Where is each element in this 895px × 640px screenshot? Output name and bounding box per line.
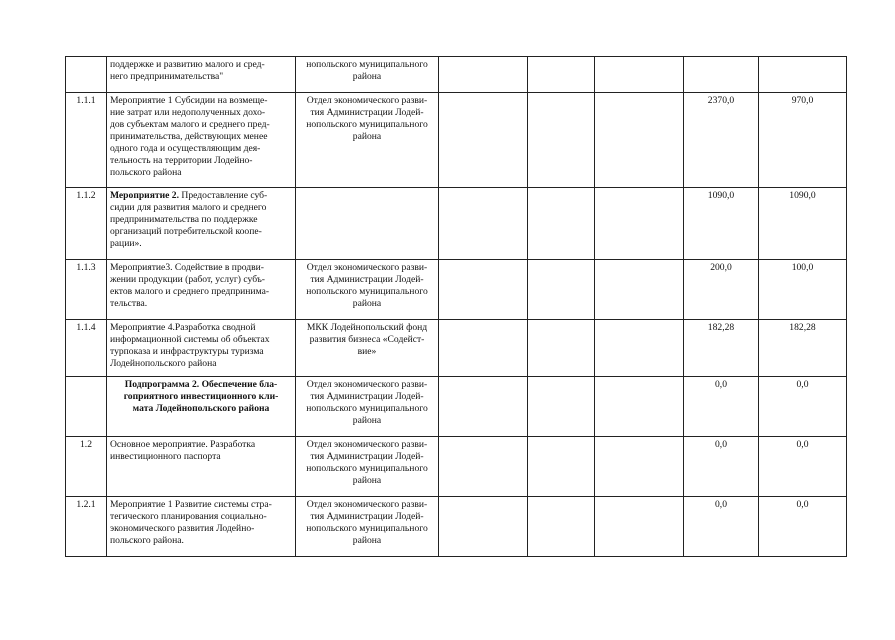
empty-cell bbox=[439, 437, 528, 497]
empty-cell bbox=[528, 188, 595, 260]
empty-cell bbox=[439, 320, 528, 377]
empty-cell bbox=[439, 188, 528, 260]
empty-cell bbox=[439, 93, 528, 188]
measure-name: Мероприятие 1 Развитие системы стра- тегического планирования социально- экономического развития Лодейно- польского района. bbox=[107, 497, 296, 557]
measure-name: Мероприятие 4.Разработка сводной информационной системы об объектах турпоказа и инфраструктуры туризма Лодейнопольского района bbox=[107, 320, 296, 377]
value-cell bbox=[684, 57, 759, 93]
empty-cell bbox=[595, 377, 684, 437]
measure-name: поддержке и развитию малого и сред- него предпринимательства" bbox=[107, 57, 296, 93]
executor: Отдел экономического разви- тия Администрации Лодей- нопольского муниципального района bbox=[296, 93, 439, 188]
table-row bbox=[66, 57, 847, 93]
table-row bbox=[66, 320, 847, 377]
value-cell: 0,0 bbox=[759, 437, 847, 497]
measure-name-bold: Мероприятие 2. bbox=[110, 190, 179, 201]
value-cell: 100,0 bbox=[759, 260, 847, 320]
empty-cell bbox=[595, 260, 684, 320]
value-cell: 182,28 bbox=[759, 320, 847, 377]
value-cell bbox=[759, 57, 847, 93]
row-number: 1.1.4 bbox=[66, 320, 107, 377]
empty-cell bbox=[528, 57, 595, 93]
executor: Отдел экономического разви- тия Администрации Лодей- нопольского муниципального района bbox=[296, 377, 439, 437]
value-cell: 0,0 bbox=[684, 377, 759, 437]
table-row bbox=[66, 188, 847, 260]
value-cell: 2370,0 bbox=[684, 93, 759, 188]
executor: нопольского муниципального района bbox=[296, 57, 439, 93]
value-cell: 0,0 bbox=[759, 377, 847, 437]
value-cell: 0,0 bbox=[684, 437, 759, 497]
executor bbox=[296, 188, 439, 260]
empty-cell bbox=[528, 497, 595, 557]
empty-cell bbox=[439, 57, 528, 93]
empty-cell bbox=[528, 260, 595, 320]
table-row bbox=[66, 260, 847, 320]
subprogram-title bbox=[107, 377, 296, 437]
table-row bbox=[66, 437, 847, 497]
table-row bbox=[66, 497, 847, 557]
executor: Отдел экономического разви- тия Администрации Лодей- нопольского муниципального района bbox=[296, 497, 439, 557]
empty-cell bbox=[595, 437, 684, 497]
empty-cell bbox=[528, 437, 595, 497]
row-number: 1.1.1 bbox=[66, 93, 107, 188]
row-number bbox=[66, 57, 107, 93]
subprogram-title-text: Подпрограмма 2. Обеспечение бла- гоприятного инвестиционного кли- мата Лодейнопольского района bbox=[123, 379, 279, 414]
executor: Отдел экономического разви- тия Администрации Лодей- нопольского муниципального района bbox=[296, 437, 439, 497]
empty-cell bbox=[528, 93, 595, 188]
value-cell: 200,0 bbox=[684, 260, 759, 320]
row-number: 1.2 bbox=[66, 437, 107, 497]
row-number: 1.1.3 bbox=[66, 260, 107, 320]
row-number bbox=[66, 377, 107, 437]
value-cell: 1090,0 bbox=[759, 188, 847, 260]
empty-cell bbox=[439, 260, 528, 320]
measure-name-rest: Предоставление суб- сидии для развития малого и среднего предпринимательства по поддержке организаций потребительской коопе- рации». bbox=[110, 190, 268, 249]
measure-name: Мероприятие3. Содействие в продви- жении продукции (работ, услуг) субъ- ектов малого и среднего предпринима- тельства. bbox=[107, 260, 296, 320]
empty-cell bbox=[528, 377, 595, 437]
executor: Отдел экономического разви- тия Администрации Лодей- нопольского муниципального района bbox=[296, 260, 439, 320]
empty-cell bbox=[595, 497, 684, 557]
empty-cell bbox=[595, 57, 684, 93]
empty-cell bbox=[439, 497, 528, 557]
empty-cell bbox=[595, 188, 684, 260]
row-number: 1.2.1 bbox=[66, 497, 107, 557]
measure-name: Мероприятие 1 Субсидии на возмеще- ние затрат или недополученных дохо- дов субъектам малого и среднего пред- принимательства, действующих менее одного года и осуществляющим дея- тельность на территории Лодейно- польского района bbox=[107, 93, 296, 188]
value-cell: 0,0 bbox=[759, 497, 847, 557]
row-number: 1.1.2 bbox=[66, 188, 107, 260]
measure-name bbox=[107, 188, 296, 260]
value-cell: 1090,0 bbox=[684, 188, 759, 260]
empty-cell bbox=[528, 320, 595, 377]
value-cell: 0,0 bbox=[684, 497, 759, 557]
table-row bbox=[66, 93, 847, 188]
program-table bbox=[65, 56, 847, 557]
table-row bbox=[66, 377, 847, 437]
value-cell: 970,0 bbox=[759, 93, 847, 188]
value-cell: 182,28 bbox=[684, 320, 759, 377]
executor: МКК Лодейнопольский фонд развития бизнеса «Содейст- вие» bbox=[296, 320, 439, 377]
empty-cell bbox=[595, 93, 684, 188]
empty-cell bbox=[439, 377, 528, 437]
empty-cell bbox=[595, 320, 684, 377]
measure-name: Основное мероприятие. Разработка инвестиционного паспорта bbox=[107, 437, 296, 497]
